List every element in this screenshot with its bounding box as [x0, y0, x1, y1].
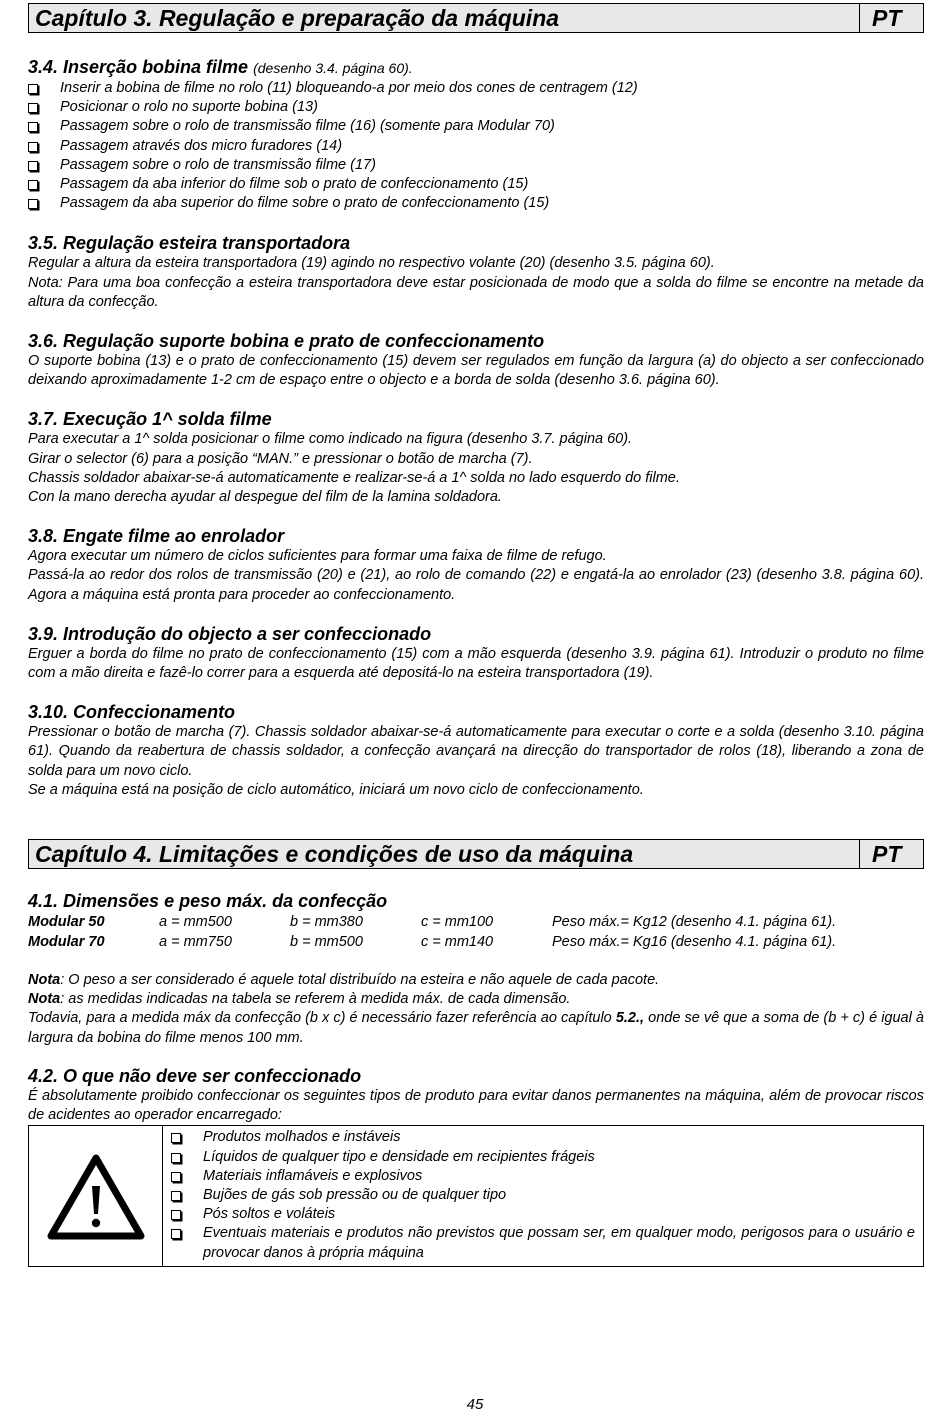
model-name: Modular 70	[28, 934, 105, 951]
checkbox-icon	[171, 1210, 181, 1220]
list-item: Inserir a bobina de filme no rolo (11) bloqueando-a por meio dos cones de centragem (12)	[28, 79, 924, 98]
checkbox-icon	[171, 1191, 181, 1201]
prohibited-list	[171, 1128, 915, 1262]
paragraph: Todavia, para a medida máx da confecção (b x c) é necessário fazer referência ao capítulo 5.2., onde se vê que a soma de (b + c) é igual à largura da bobina do filme menos 100 mm.	[28, 1010, 924, 1046]
language-code: PT	[859, 4, 923, 32]
max-weight: Peso máx.= Kg16 (desenho 4.1. página 61).	[552, 934, 837, 951]
paragraph: Se a máquina está na posição de ciclo automático, iniciará um novo ciclo de confeccionamento.	[28, 781, 644, 798]
paragraph: Agora executar um número de ciclos suficientes para formar uma faixa de filme de refugo.	[28, 548, 607, 565]
checkbox-icon	[28, 84, 38, 94]
prohibited-list-cell	[163, 1126, 923, 1265]
dimension-a: a = mm750	[159, 934, 232, 951]
model-name: Modular 50	[28, 914, 105, 931]
dimensions-table	[28, 912, 924, 952]
list-item: Passagem através dos micro furadores (14)	[28, 137, 924, 156]
paragraph-line: Para executar a 1^ solda posicionar o filme como indicado na figura (desenho 3.7. página 60).	[28, 431, 633, 448]
list-item: Passagem sobre o rolo de transmissão filme (17)	[28, 156, 924, 175]
dimension-b: b = mm380	[290, 914, 363, 931]
chapter-title: Capítulo 3. Regulação e preparação da máquina	[35, 4, 560, 31]
warning-icon-cell	[29, 1126, 163, 1265]
checkbox-icon	[171, 1153, 181, 1163]
section-heading: 3.6. Regulação suporte bobina e prato de confeccionamento	[28, 331, 545, 352]
list-item: Posicionar o rolo no suporte bobina (13)	[28, 98, 924, 117]
page-number: 45	[466, 1396, 484, 1413]
section-heading: 3.10. Confeccionamento	[28, 702, 236, 723]
paragraph: Regular a altura da esteira transportadora (19) agindo no respectivo volante (20) (desenho 3.5. página 60).	[28, 255, 715, 272]
section-heading: 3.9. Introdução do objecto a ser confeccionado	[28, 623, 432, 644]
section-heading: 4.1. Dimensões e peso máx. da confecção	[28, 891, 388, 912]
list-item: Bujões de gás sob pressão ou de qualquer tipo	[171, 1186, 915, 1205]
document-page	[28, 0, 924, 1267]
dimension-a: a = mm500	[159, 914, 232, 931]
note-label: Nota	[28, 972, 61, 989]
checkbox-icon	[28, 103, 38, 113]
paragraph: Nota: Para uma boa confecção a esteira transportadora deve estar posicionada de modo que a solda do filme se encontre na metade da altura da confecção.	[28, 274, 924, 310]
list-item: Passagem da aba superior do filme sobre o prato de confeccionamento (15)	[28, 194, 924, 213]
chapter-4-header	[28, 839, 924, 869]
section-heading	[28, 57, 924, 79]
checkbox-icon	[28, 199, 38, 209]
list-item: Materiais inflamáveis e explosivos	[171, 1167, 915, 1186]
paragraph-line: Con la mano derecha ayudar al despegue del film de la lamina soldadora.	[28, 489, 502, 506]
table-row	[28, 932, 924, 952]
note-paragraph: Nota: as medidas indicadas na tabela se referem à medida máx. de cada dimensão.	[28, 991, 571, 1008]
section-heading-text: 3.4. Inserção bobina filme	[28, 57, 249, 77]
list-item: Líquidos de qualquer tipo e densidade em recipientes frágeis	[171, 1148, 915, 1167]
checkbox-icon	[28, 161, 38, 171]
checkbox-icon	[171, 1229, 181, 1239]
table-row	[28, 912, 924, 932]
chapter-3-header	[28, 3, 924, 33]
section-heading: 3.7. Execução 1^ solda filme	[28, 409, 272, 430]
note-paragraph: Nota: O peso a ser considerado é aquele total distribuído na esteira e não aquele de cada pacote.	[28, 972, 660, 989]
max-weight: Peso máx.= Kg12 (desenho 4.1. página 61).	[552, 914, 837, 931]
paragraph: Erguer a borda do filme no prato de confeccionamento (15) com a mão esquerda (desenho 3.9. página 61). Introduzir o produto no filme com a mão direita e fazê-lo correr para a esquerda até depositá-lo na esteira transportadora (19).	[28, 645, 924, 682]
paragraph: O suporte bobina (13) e o prato de confeccionamento (15) devem ser regulados em função da largura (a) do objecto a ser confeccionado deixando aproximadamente 1-2 cm de espaço entre o objecto e a borda de solda (desenho 3.6. página 60).	[28, 353, 924, 389]
checkbox-icon	[28, 122, 38, 132]
section-heading: 4.2. O que não deve ser confeccionado	[28, 1065, 362, 1086]
chapter-title: Capítulo 4. Limitações e condições de uso da máquina	[35, 840, 634, 867]
paragraph-line: Girar o selector (6) para a posição “MAN.” e pressionar o botão de marcha (7).	[28, 450, 533, 467]
language-code: PT	[859, 840, 923, 868]
warning-box	[28, 1125, 924, 1266]
checkbox-icon	[28, 142, 38, 152]
section-reference: (desenho 3.4. página 60).	[253, 60, 413, 76]
dimension-c: c = mm140	[421, 934, 494, 951]
warning-triangle-icon	[47, 1152, 145, 1240]
list-item: Eventuais materiais e produtos não previstos que possam ser, em qualquer modo, perigosos para o usuário e provocar danos à própria máquina	[171, 1224, 915, 1262]
section-heading: 3.8. Engate filme ao enrolador	[28, 526, 285, 547]
paragraph: É absolutamente proibido confeccionar os seguintes tipos de produto para evitar danos permanentes na máquina, além de provocar riscos de acidentes ao operador encarregado:	[28, 1087, 924, 1124]
checkbox-icon	[28, 180, 38, 190]
dimension-b: b = mm500	[290, 934, 363, 951]
paragraph: Passá-la ao redor dos rolos de transmissão (20) e (21), ao rolo de comando (22) e engatá-la ao enrolador (23) (desenho 3.8. página 60). Agora a máquina está pronta para proceder ao confeccionamento.	[28, 567, 924, 603]
section-heading: 3.5. Regulação esteira transportadora	[28, 233, 351, 254]
checklist	[28, 79, 924, 213]
list-item: Produtos molhados e instáveis	[171, 1128, 915, 1147]
checkbox-icon	[171, 1133, 181, 1143]
list-item: Passagem sobre o rolo de transmissão filme (16) (somente para Modular 70)	[28, 117, 924, 136]
list-item: Pós soltos e voláteis	[171, 1205, 915, 1224]
chapter-reference: 5.2.,	[615, 1010, 645, 1027]
list-item: Passagem da aba inferior do filme sob o prato de confeccionamento (15)	[28, 175, 924, 194]
dimension-c: c = mm100	[421, 914, 494, 931]
checkbox-icon	[171, 1172, 181, 1182]
paragraph: Pressionar o botão de marcha (7). Chassis soldador abaixar-se-á automaticamente para executar o corte e a solda (desenho 3.10. página 61). Quando da reabertura de chassis soldador, a confecção avançará na direcção do transportador de rolos (18), liberando a zona de solda para um novo ciclo.	[28, 724, 924, 779]
note-label: Nota	[28, 991, 61, 1008]
paragraph-line: Chassis soldador abaixar-se-á automaticamente e realizar-se-á a 1^ solda no lado esquerdo do filme.	[28, 469, 680, 486]
